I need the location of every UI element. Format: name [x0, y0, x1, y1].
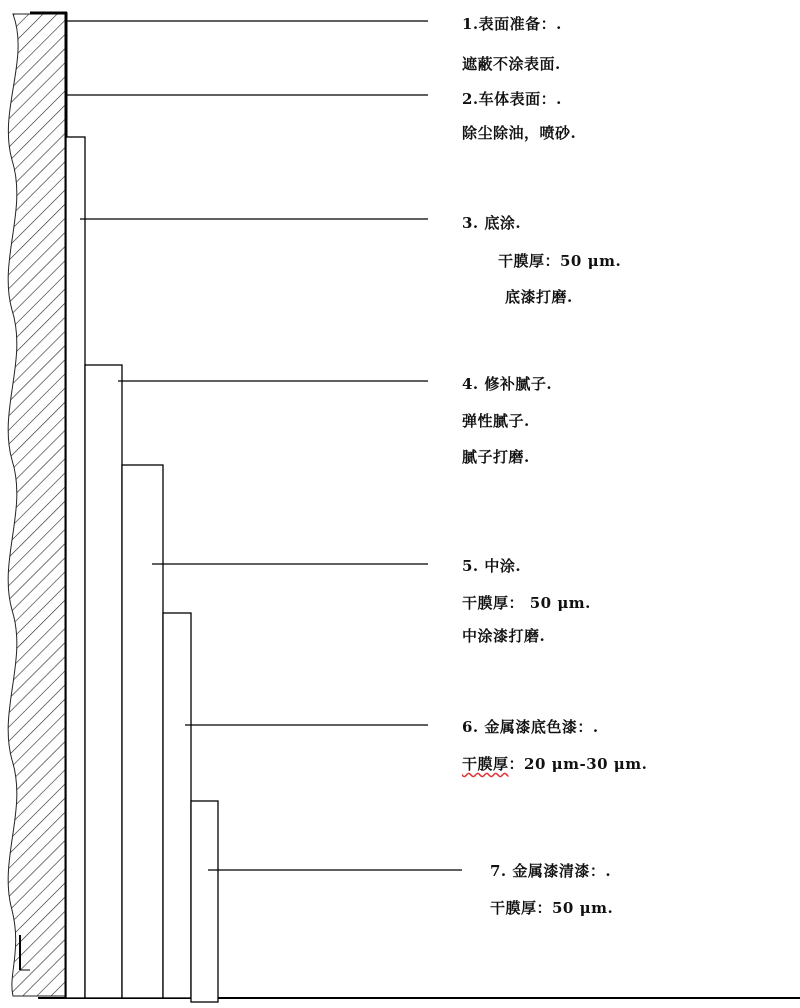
step5-sanding: 中涂漆打磨.: [462, 627, 546, 645]
step6-thickness-label: 干膜厚: [462, 755, 509, 773]
step3-sanding: 底漆打磨.: [505, 288, 573, 306]
step7-thickness: 干膜厚：50 μm.: [490, 899, 614, 917]
layer-intermediate-coat: [122, 465, 163, 998]
step2-title: 2.车体表面：.: [462, 90, 562, 108]
step3-thickness: 干膜厚：50 μm.: [498, 252, 622, 270]
substrate-hatched-area: [8, 14, 66, 996]
step6-thickness-value: ：20 μm-30 μm.: [508, 755, 648, 773]
step5-thickness: 干膜厚： 50 μm.: [462, 594, 591, 612]
step2-detail: 除尘除油，喷砂.: [462, 124, 577, 142]
step6-title: 6. 金属漆底色漆：.: [462, 718, 599, 736]
step3-title: 3. 底涂.: [462, 214, 522, 232]
layer-primer: [66, 137, 85, 998]
step4-elastic-putty: 弹性腻子.: [462, 412, 530, 430]
layer-clearcoat: [191, 801, 218, 1002]
step4-putty-sanding: 腻子打磨.: [462, 448, 530, 466]
step6-thickness: [462, 753, 647, 774]
step7-title: 7. 金属漆清漆：.: [490, 862, 612, 880]
step4-title: 4. 修补腻子.: [462, 375, 553, 393]
step5-title: 5. 中涂.: [462, 557, 522, 575]
step1-title: 1.表面准备：.: [462, 15, 562, 33]
layer-putty: [85, 365, 122, 998]
step1-detail: 遮蔽不涂表面.: [462, 55, 561, 73]
layer-metallic-basecoat: [163, 613, 191, 998]
